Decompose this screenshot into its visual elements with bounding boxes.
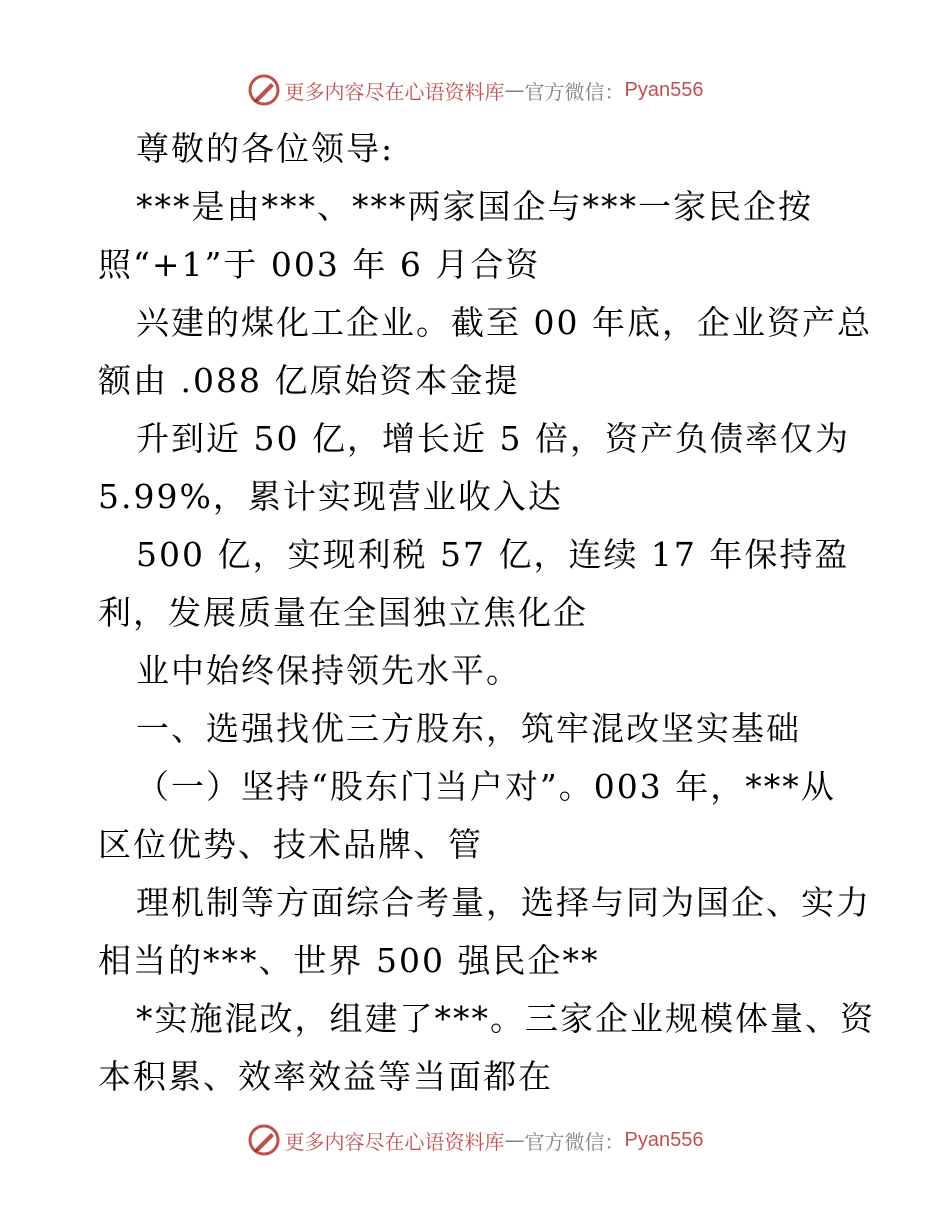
text-line: 5.99%，累计实现营业收入达: [98, 477, 563, 516]
text-line: 照“+1”于 003 年 6 月合资: [98, 245, 541, 284]
watermark-separator: —: [504, 78, 525, 102]
watermark-wechat-id: Pyan556: [624, 78, 704, 101]
text-line: 本积累、效率效益等当面都在: [98, 1057, 553, 1096]
text-line: 尊敬的各位领导:: [136, 129, 395, 168]
header-watermark: [0, 70, 950, 110]
text-line: 利，发展质量在全国独立焦化企: [98, 593, 588, 632]
text-line: （一）坚持“股东门当户对”。003 年，***从: [136, 767, 836, 806]
watermark-brand: 更多内容尽在心语资料库: [284, 79, 505, 104]
footer-watermark: [0, 1120, 950, 1160]
watermark-wechat-id: Pyan556: [624, 1128, 704, 1151]
text-line: 一、选强找优三方股东，筑牢混改坚实基础: [136, 709, 801, 748]
text-line: 区位优势、技术品牌、管: [98, 825, 483, 864]
text-line: 业中始终保持领先水平。: [136, 651, 521, 690]
watermark-separator: —: [504, 1128, 525, 1152]
text-line: *实施混改，组建了***。三家企业规模体量、资: [136, 999, 875, 1038]
text-line: 兴建的煤化工企业。截至 00 年底，企业资产总: [136, 303, 872, 342]
pen-logo-icon: [247, 1123, 281, 1157]
document-body: [98, 120, 875, 1106]
text-line: 理机制等方面综合考量，选择与同为国企、实力: [136, 883, 871, 922]
text-line: ***是由***、***两家国企与***一家民企按: [136, 187, 813, 226]
watermark-wechat-label: 官方微信：: [524, 79, 625, 104]
text-line: 500 亿，实现利税 57 亿，连续 17 年保持盈: [136, 535, 850, 574]
text-line: 相当的***、世界 500 强民企**: [98, 941, 600, 980]
watermark-wechat-label: 官方微信：: [524, 1129, 625, 1154]
text-line: 额由 .088 亿原始资本金提: [98, 361, 520, 400]
watermark-brand: 更多内容尽在心语资料库: [284, 1129, 505, 1154]
pen-logo-icon: [247, 73, 281, 107]
text-line: 升到近 50 亿，增长近 5 倍，资产负债率仅为: [136, 419, 850, 458]
